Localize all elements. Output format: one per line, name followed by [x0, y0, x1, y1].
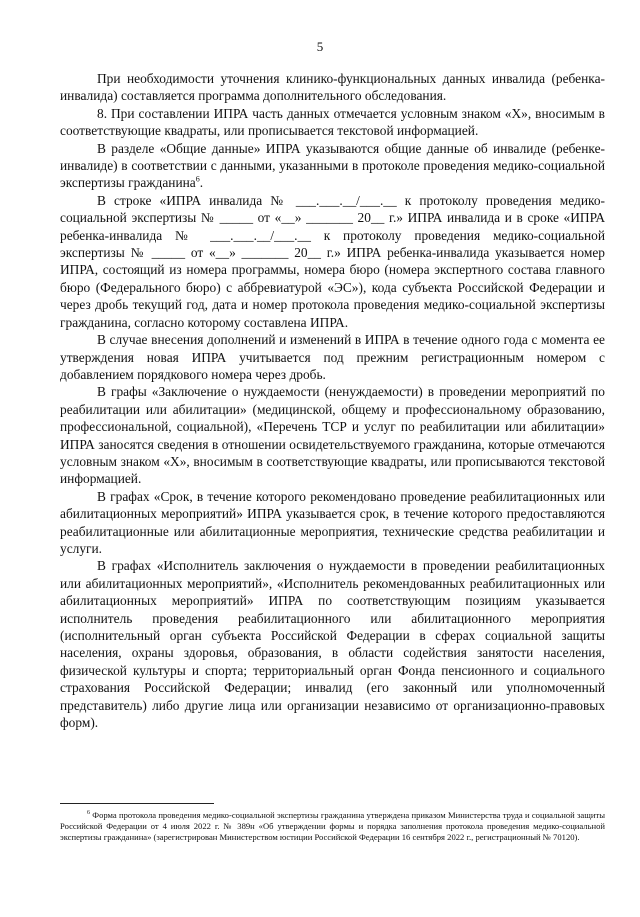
paragraph: 8. При составлении ИПРА часть данных отмечается условным знаком «X», вносимым в соответствующие квадраты, или прописывается текстовой информацией. — [60, 105, 605, 139]
paragraph: В случае внесения дополнений и изменений в ИПРА в течение одного года с момента ее утверждения новая ИПРА учитывается под прежним регистрационным номером с добавлением порядкового номера через дробь. — [60, 332, 605, 382]
paragraph-text: В разделе «Общие данные» ИПРА указываются общие данные об инвалиде (ребенке-инвалиде) в соответствии с данными, указанными в протоколе проведения медико-социальной экспертизы гражданина — [60, 140, 605, 191]
paragraph: В разделе «Общие данные» ИПРА указываются общие данные об инвалиде (ребенке-инвалиде) в соответствии с данными, указанными в протоколе проведения медико-социальной экспертизы гражданина$^6$. — [60, 140, 605, 191]
footnote-reference: 6 — [195, 174, 200, 184]
paragraph: В графы «Заключение о нуждаемости (ненуждаемости) в проведении мероприятий по реабилитации или абилитации» (медицинской, общему и профессиональному образованию, профессиональной, социальной), «Перечень ТСР и услуг по реабилитации или абилитации» ИПРА заносятся сведения в отношении освидетельствуемого гражданина, которые отмечаются условным знаком «X», вносимым в соответствующие квадраты, или прописываются текстовой информацией. — [60, 384, 605, 487]
paragraph: При необходимости уточнения клинико-функциональных данных инвалида (ребенка-инвалида) составляется программа дополнительного обследования. — [60, 71, 605, 104]
paragraph: В строке «ИПРА инвалида № ___.___.__/___.__ к протоколу проведения медико-социальной экспертизы № _____ от «__» _______ 20__ г.» ИПРА инвалида и в сроке «ИПРА ребенка-инвалида № ___.___.__/___.__ к протоколу проведения медико-социальной экспертизы № _____ от «__» _______ 20__ г.» ИПРА ребенка-инвалида указывается номер ИПРА, состоящий из номера программы, номера бюро (номера экспертного состава главного бюро (Федерального бюро) с аббревиатурой «ЭС»), кода субъекта Российской Федерации и через дробь текущий год, дата и номер протокола проведения медико-социальной экспертизы гражданина, согласно которому составлена ИПРА. — [60, 192, 605, 330]
body-text — [60, 70, 605, 731]
footnote-paragraph — [60, 810, 605, 844]
paragraph: В графах «Исполнитель заключения о нуждаемости в проведении реабилитационных или абилитационных мероприятий», «Исполнитель рекомендованных реабилитационных или абилитационных мероприятий» ИПРА по соответствующим позициям указывается исполнитель проведения реабилитационного или абилитационного мероприятия (исполнительный орган субъекта Российской Федерации в сферах социальной защиты населения, охраны здоровья, образования, в области содействия занятости населения, физической культуры и спорта; территориальный орган Фонда пенсионного и социального страхования Российской Федерации; инвалид (его законный или уполномоченный представитель) либо другие лица или организации независимо от организационно-правовых форм). — [60, 558, 605, 731]
page-number: 5 — [316, 39, 324, 54]
paragraph: В графах «Срок, в течение которого рекомендовано проведение реабилитационных или абилитационных мероприятий» ИПРА указывается срок, в течение которого предоставляются реабилитационные или абилитационные мероприятия, технические средства реабилитации и услуги. — [60, 488, 605, 556]
footnote — [60, 810, 605, 844]
footnote-text: Форма протокола проведения медико-социальной экспертизы гражданина утверждена приказом Министерства труда и социальной защиты Российской Федерации от 4 июля 2022 г. № 389н «Об утверждении формы и порядка заполнения протокола проведения медико-социальной экспертизы гражданина» (зарегистрирован Министерством юстиции Российской Федерации 16 сентября 2022 г., регистрационный № 70120). — [60, 810, 605, 843]
footnote-divider — [60, 803, 214, 804]
footnote-mark: 6 — [87, 810, 90, 817]
